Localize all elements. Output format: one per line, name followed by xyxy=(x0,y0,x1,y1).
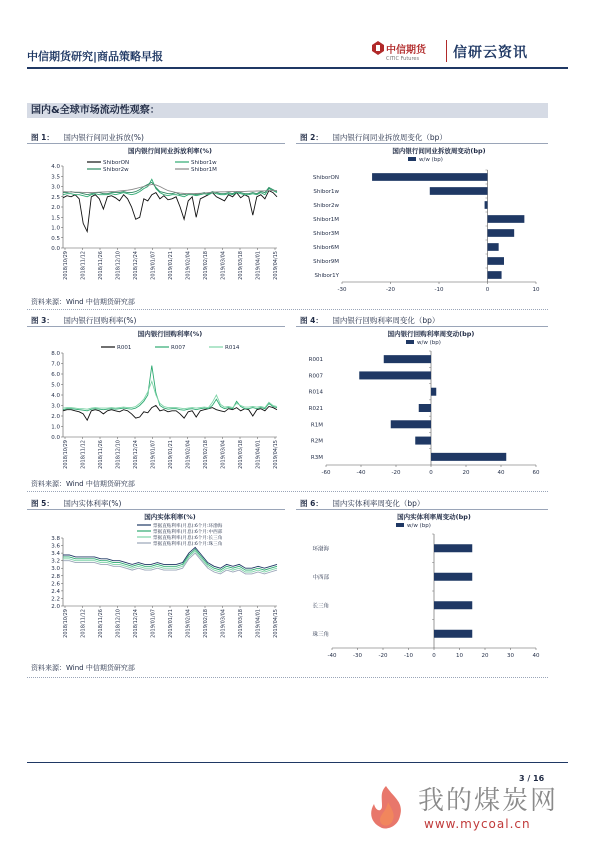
x-tick-label: 60 xyxy=(532,470,540,476)
x-tick-label: 2018/11/12 xyxy=(80,609,87,638)
legend-label: ShiborON xyxy=(103,160,130,166)
figure-2-caption-text: 国内银行间同业拆放周变化（bp） xyxy=(332,133,447,142)
x-tick-label: 2018/11/12 xyxy=(80,440,87,469)
bar xyxy=(415,437,431,445)
series-line xyxy=(63,551,277,572)
legend-label: w/w (bp) xyxy=(407,523,431,529)
x-tick-label: -10 xyxy=(434,287,444,293)
y-tick-label: 6.0 xyxy=(51,372,60,378)
y-tick-label: 8.0 xyxy=(51,351,60,357)
x-tick-label: 2019/01/21 xyxy=(168,609,174,638)
bar xyxy=(434,573,472,581)
chart-real-economy-rates xyxy=(27,510,285,660)
legend-label: R007 xyxy=(171,345,186,351)
y-tick-label: 2.4 xyxy=(51,588,60,595)
figure-1-label: 图 1： xyxy=(31,133,54,142)
x-tick-label: 2019/02/04 xyxy=(185,609,192,638)
category-label: R1M xyxy=(310,422,323,429)
x-tick-label: 2018/11/26 xyxy=(98,609,104,638)
bar xyxy=(431,388,436,396)
y-tick-label: 1.0 xyxy=(51,424,60,431)
x-tick-label: 2019/01/07 xyxy=(150,609,157,638)
x-tick-label: 2018/12/24 xyxy=(133,251,139,280)
logo-company-cn: 中信期货 xyxy=(386,45,426,56)
x-tick-label: 2019/01/21 xyxy=(168,440,174,469)
figure-5-caption-text: 国内实体利率(%) xyxy=(63,499,122,508)
category-label: Shibor3M xyxy=(313,231,339,237)
y-tick-label: 3.0 xyxy=(51,403,60,410)
legend-label: 票据直贴利率(月息):6个月:长三角 xyxy=(153,536,223,541)
chart-title: 国内实体利率周变动(bp) xyxy=(397,513,471,521)
x-tick-label: 40 xyxy=(497,470,505,476)
dotted-divider xyxy=(27,491,548,492)
category-label: R001 xyxy=(308,357,323,364)
category-label: Shibor1w xyxy=(313,189,339,195)
dotted-divider xyxy=(27,309,548,310)
x-tick-label: 2019/03/04 xyxy=(220,609,227,638)
source-note: 资料来源：Wind 中信期货研究部 xyxy=(31,664,135,672)
legend-label: Shibor1M xyxy=(191,167,217,173)
y-tick-label: 2.6 xyxy=(51,581,60,588)
chart-real-economy-weekly-change xyxy=(296,510,548,660)
x-tick-label: 2018/11/26 xyxy=(98,251,104,280)
y-tick-label: 2.5 xyxy=(51,194,60,201)
x-tick-label: 0 xyxy=(485,287,490,293)
bar xyxy=(434,544,472,552)
chart-repo-weekly-change xyxy=(296,327,548,477)
x-tick-label: -30 xyxy=(353,653,362,659)
footer-rule xyxy=(27,762,568,763)
watermark-text: 我的煤炭网 xyxy=(418,786,559,816)
category-label: ShiborON xyxy=(312,175,339,181)
y-tick-label: 0.0 xyxy=(51,246,60,252)
figure-3-label: 图 3： xyxy=(31,316,54,325)
x-tick-label: -20 xyxy=(391,470,401,476)
bar xyxy=(431,453,506,461)
x-tick-label: 10 xyxy=(532,287,540,293)
x-tick-label: 2019/04/01 xyxy=(255,609,262,638)
x-tick-label: 2019/02/04 xyxy=(185,440,192,469)
x-tick-label: -20 xyxy=(378,653,388,659)
y-tick-label: 2.0 xyxy=(51,604,60,610)
y-tick-label: 2.2 xyxy=(51,596,60,603)
y-tick-label: 5.0 xyxy=(51,382,60,389)
x-tick-label: -40 xyxy=(327,653,337,659)
bar xyxy=(430,187,488,195)
bar xyxy=(488,215,525,223)
bar xyxy=(488,243,499,251)
x-tick-label: 2019/04/15 xyxy=(273,251,279,280)
figure-3-caption-text: 国内银行回购利率(%) xyxy=(63,316,137,325)
legend-swatch xyxy=(408,157,416,161)
bar xyxy=(434,630,472,638)
x-tick-label: 2019/02/18 xyxy=(203,251,209,280)
x-tick-label: 2019/03/04 xyxy=(220,251,227,280)
logo-company xyxy=(386,41,426,62)
y-tick-label: 0.0 xyxy=(51,435,60,441)
x-tick-label: 2019/04/15 xyxy=(273,440,279,469)
x-tick-label: 0 xyxy=(429,470,433,476)
category-label: 环渤海 xyxy=(312,546,329,553)
chart-shibor-rates xyxy=(27,144,285,296)
series-line xyxy=(63,553,277,574)
x-tick-label: 2019/03/18 xyxy=(238,609,244,638)
figure-5-label: 图 5： xyxy=(31,499,54,508)
bar xyxy=(359,371,431,379)
chart-repo-rates xyxy=(27,327,285,477)
y-tick-label: 3.0 xyxy=(51,566,60,573)
bar xyxy=(488,257,504,265)
legend-label: 票据直贴利率(月息):6个月:环渤海 xyxy=(153,524,223,529)
section-title: 国内&全球市场流动性观察： xyxy=(27,103,548,118)
y-tick-label: 2.8 xyxy=(51,573,60,580)
series-line xyxy=(63,366,277,411)
x-tick-label: 40 xyxy=(532,653,540,659)
x-tick-label: 0 xyxy=(432,653,436,659)
category-label: 珠三角 xyxy=(312,631,329,638)
x-tick-label: 2018/10/29 xyxy=(63,609,69,638)
flame-logo-icon xyxy=(360,782,412,832)
x-tick-label: 10 xyxy=(456,653,463,659)
category-label: Shibor6M xyxy=(313,245,339,251)
legend-swatch xyxy=(396,523,404,527)
x-tick-label: -30 xyxy=(337,287,347,293)
series-line xyxy=(63,184,277,193)
x-tick-label: 2018/11/12 xyxy=(80,251,87,280)
category-label: 中西部 xyxy=(312,574,329,581)
bar xyxy=(372,173,487,181)
x-tick-label: 2018/12/10 xyxy=(115,440,122,469)
legend-label: Shibor2w xyxy=(103,167,129,173)
figure-6-label: 图 6： xyxy=(300,499,323,508)
figure-6-caption-text: 国内实体利率周变化（bp） xyxy=(332,499,425,508)
y-tick-label: 0.5 xyxy=(51,235,60,242)
source-note: 资料来源：Wind 中信期货研究部 xyxy=(31,298,135,306)
series-line xyxy=(63,381,277,409)
x-tick-label: 2018/12/24 xyxy=(133,609,139,638)
x-tick-label: 30 xyxy=(507,653,514,659)
x-tick-label: 20 xyxy=(481,653,489,659)
category-label: 长三角 xyxy=(312,603,329,610)
legend-label: R014 xyxy=(225,345,240,351)
x-tick-label: -40 xyxy=(356,470,366,476)
logo-brand: 信研云资讯 xyxy=(453,45,528,61)
category-label: Shibor2w xyxy=(313,203,339,209)
legend-swatch xyxy=(406,340,414,344)
legend-label: 票据直贴利率(月息):6个月:珠三角 xyxy=(153,542,223,547)
figure-3-caption xyxy=(31,315,136,326)
figure-6-caption xyxy=(300,498,424,509)
logo-company-en: CITIC Futures xyxy=(386,56,420,62)
watermark-url: www.mycoal.cn xyxy=(424,817,531,831)
dotted-divider xyxy=(27,677,548,678)
series-line xyxy=(63,179,277,197)
x-tick-label: 2019/02/18 xyxy=(203,609,209,638)
chart-title: 国内银行间同业拆放利率(%) xyxy=(128,147,212,155)
x-tick-label: 2018/10/29 xyxy=(63,251,69,280)
y-tick-label: 3.6 xyxy=(51,543,60,550)
figure-4-label: 图 4： xyxy=(300,316,323,325)
x-tick-label: 2019/02/18 xyxy=(203,440,209,469)
bar xyxy=(384,355,431,363)
category-label: R3M xyxy=(310,454,323,461)
x-tick-label: 20 xyxy=(462,470,470,476)
x-tick-label: 2018/10/29 xyxy=(63,440,69,469)
series-line xyxy=(63,549,277,570)
x-tick-label: 2019/02/04 xyxy=(185,251,192,280)
y-tick-label: 4.0 xyxy=(51,164,60,170)
legend-label: w/w (bp) xyxy=(419,157,443,163)
category-label: R2M xyxy=(310,438,323,445)
figure-4-caption-text: 国内银行回购利率周变化（bp） xyxy=(332,316,440,325)
watermark xyxy=(360,782,580,832)
y-tick-label: 2.0 xyxy=(51,414,60,420)
x-tick-label: 2019/03/04 xyxy=(220,440,227,469)
y-tick-label: 1.5 xyxy=(51,215,60,222)
x-tick-label: 2019/01/07 xyxy=(150,440,157,469)
bar xyxy=(488,229,515,237)
bar xyxy=(434,601,472,609)
chart-title: 国内银行回购利率周变动(bp) xyxy=(387,330,475,338)
bar xyxy=(488,271,502,279)
y-tick-label: 2.0 xyxy=(51,205,60,211)
y-tick-label: 3.2 xyxy=(51,558,60,565)
x-tick-label: 2019/03/18 xyxy=(238,251,244,280)
x-tick-label: 2018/12/10 xyxy=(115,609,122,638)
y-tick-label: 3.8 xyxy=(51,536,60,542)
y-tick-label: 3.4 xyxy=(51,551,60,558)
category-label: Shibor1M xyxy=(313,217,339,223)
x-tick-label: 2019/04/01 xyxy=(255,251,262,280)
category-label: R007 xyxy=(308,373,323,380)
x-tick-label: 2019/01/21 xyxy=(168,251,174,280)
x-tick-label: 2019/04/15 xyxy=(273,609,279,638)
figure-1-caption-text: 国内银行间同业拆放(%) xyxy=(63,133,144,142)
series-line xyxy=(63,547,277,568)
y-tick-label: 7.0 xyxy=(51,361,60,368)
category-label: Shibor9M xyxy=(313,259,339,265)
citic-logo-icon xyxy=(372,41,384,55)
page-number: 3 / 16 xyxy=(519,774,545,783)
y-tick-label: 3.5 xyxy=(51,174,60,181)
bar xyxy=(391,420,431,428)
x-tick-label: 2018/12/24 xyxy=(133,440,139,469)
source-note: 资料来源：Wind 中信期货研究部 xyxy=(31,480,135,488)
legend-label: Shibor1w xyxy=(191,160,217,166)
chart-shibor-weekly-change xyxy=(296,144,548,296)
report-header-title: 中信期货研究|商品策略早报 xyxy=(27,50,164,63)
x-tick-label: 2019/04/01 xyxy=(255,440,262,469)
legend-label: R001 xyxy=(117,345,132,351)
figure-2-caption xyxy=(300,132,447,143)
category-label: Shibor1Y xyxy=(314,273,339,279)
x-tick-label: 2018/11/26 xyxy=(98,440,104,469)
y-tick-label: 1.0 xyxy=(51,225,60,232)
figure-4-caption xyxy=(300,315,439,326)
bar xyxy=(485,201,488,209)
header-rule xyxy=(27,67,568,69)
chart-title: 国内实体利率(%) xyxy=(144,513,196,521)
figure-1-caption xyxy=(31,132,144,143)
y-tick-label: 4.0 xyxy=(51,393,60,399)
legend-label: w/w (bp) xyxy=(417,340,441,346)
figure-2-label: 图 2： xyxy=(300,133,323,142)
x-tick-label: 2019/01/07 xyxy=(150,251,157,280)
x-tick-label: -60 xyxy=(321,470,331,476)
x-tick-label: -10 xyxy=(404,653,413,659)
y-tick-label: 3.0 xyxy=(51,184,60,191)
legend-label: 票据直贴利率(月息):6个月:中西部 xyxy=(153,530,223,535)
x-tick-label: -20 xyxy=(386,287,395,293)
x-tick-label: 2019/03/18 xyxy=(238,440,244,469)
chart-title: 国内银行间同业拆放周变动(bp) xyxy=(392,147,486,155)
x-tick-label: 2018/12/10 xyxy=(115,251,122,280)
category-label: R014 xyxy=(308,389,323,396)
chart-title: 国内银行回购利率(%) xyxy=(137,330,203,338)
series-line xyxy=(63,191,277,232)
bar xyxy=(419,404,431,412)
figure-5-caption xyxy=(31,498,121,509)
category-label: R021 xyxy=(308,406,323,412)
logo-divider xyxy=(446,40,447,62)
